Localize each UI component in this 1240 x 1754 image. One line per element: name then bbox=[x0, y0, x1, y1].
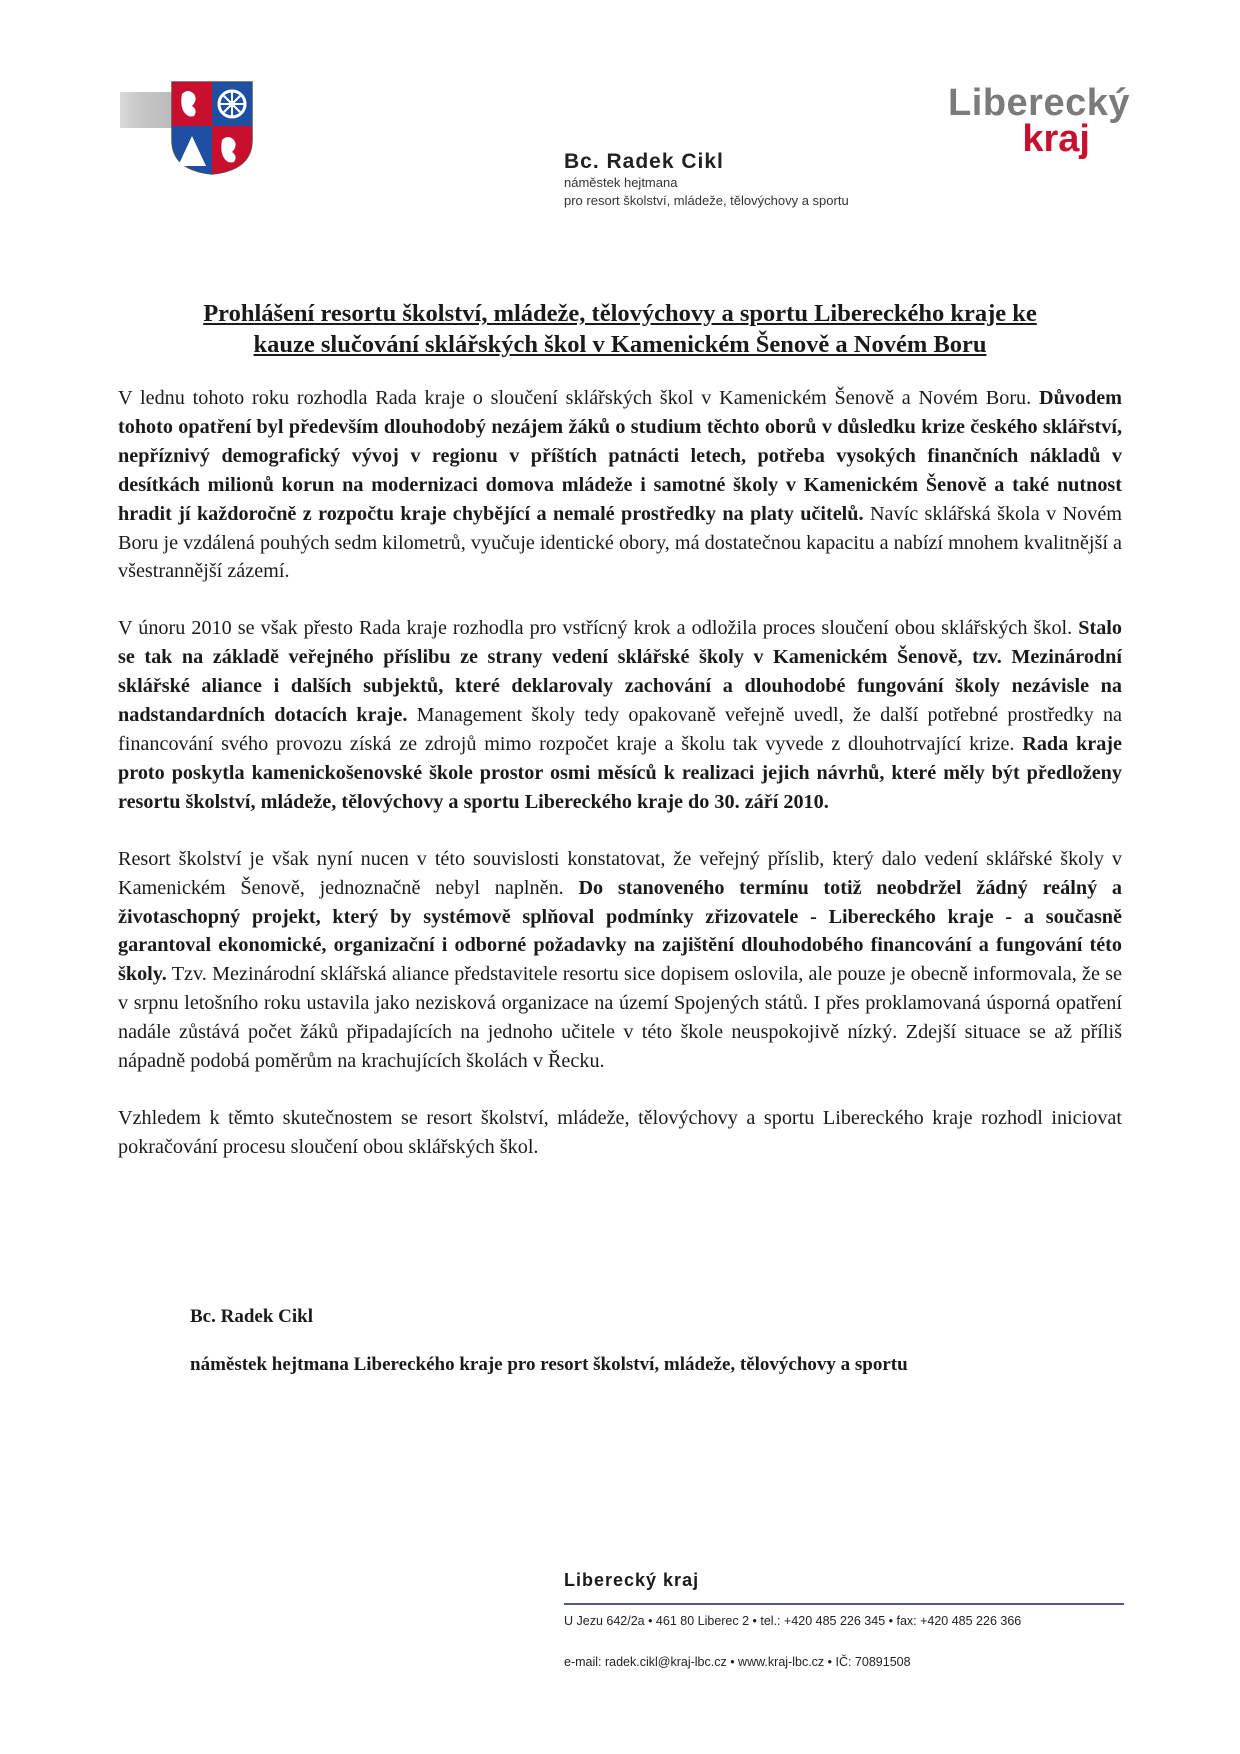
footer-contact: e-mail: radek.cikl@kraj-lbc.cz • www.kraj-lbc.cz • IČ: 70891508 bbox=[564, 1655, 911, 1669]
title-line-2: kauze slučování sklářských škol v Kamenickém Šenově a Novém Boru bbox=[253, 331, 987, 358]
liberecky-kraj-logo bbox=[944, 82, 1130, 160]
p3-bold-1: Do stanoveného termínu totiž neobdržel žádný reálný a životaschopný projekt, který by systémově splňoval podmínky zřizovatele - Libereckého kraje - a současně garantoval ekonomické, organizační i odborné požadavky na zajištění dlouhodobého financování a fungování této školy. bbox=[118, 876, 1122, 986]
document-body bbox=[118, 384, 1122, 1190]
title-line-1: Prohlášení resortu školství, mládeže, tělovýchovy a sportu Libereckého kraje ke bbox=[203, 300, 1037, 327]
footer-address: U Jezu 642/2a • 461 80 Liberec 2 • tel.: +420 485 226 345 • fax: +420 485 226 366 bbox=[564, 1614, 1022, 1628]
logo-line-2: kraj bbox=[1022, 118, 1090, 160]
paragraph-4: Vzhledem k těmto skutečnostem se resort školství, mládeže, tělovýchovy a sportu Libereckého kraje rozhodl iniciovat pokračování procesu sloučení obou sklářských škol. bbox=[118, 1106, 1122, 1158]
p1-text-2: Navíc sklářská škola v Novém Boru je vzdálená pouhých sedm kilometrů, vyučuje identické obory, má dostatečnou kapacitu a nabízí mnohem kvalitnější a všestrannější zázemí. bbox=[118, 502, 1122, 583]
sender-role: náměstek hejtmana bbox=[564, 175, 678, 190]
p1-bold-1: Důvodem tohoto opatření byl především dlouhodobý nezájem žáků o studium těchto oborů v důsledku krize českého sklářství, nepříznivý demografický vývoj v regionu v příštích patnácti letech, potřeba vysokých finančních nákladů v desítkách milionů korun na modernizaci domova mládeže i samotné školy v Kamenickém Šenově a také nutnost hradit jí každoročně z rozpočtu kraje chybějící a nemalé prostředky na platy učitelů. bbox=[118, 387, 1122, 525]
signature-role: náměstek hejtmana Libereckého kraje pro resort školství, mládeže, tělovýchovy a sportu bbox=[190, 1354, 908, 1375]
p2-bold-2: Rada kraje proto poskytla kamenickošenovské škole prostor osmi měsíců k realizaci jejich návrhů, které měly být předloženy resortu školství, mládeže, tělovýchovy a sportu Libereckého kraje do 30. září 2010. bbox=[118, 732, 1122, 813]
paragraph-1 bbox=[118, 384, 1122, 586]
sender-name: Bc. Radek Cikl bbox=[564, 150, 724, 173]
sender-block bbox=[564, 150, 849, 210]
document-title bbox=[100, 298, 1140, 360]
p3-text-1: Resort školství je však nyní nucen v této souvislosti konstatovat, že veřejný příslib, který dalo vedení sklářské školy v Kamenickém Šenově, jednoznačně nebyl naplněn. bbox=[118, 847, 1122, 899]
p2-bold-1: Stalo se tak na základě veřejného příslibu ze strany vedení sklářské školy v Kamenickém Šenově, tzv. Mezinárodní sklářské aliance i dalších subjektů, které deklarovaly zachování a dlouhodobé fungování školy nezávisle na nadstandardních dotacích kraje. bbox=[118, 617, 1122, 727]
p3-text-2: Tzv. Mezinárodní sklářská aliance představitele resortu sice dopisem oslovila, ale pouze je obecně informovala, že se v srpnu letošního roku ustavila jako nezisková organizace na území Spojených států. I přes proklamovaná úsporná opatření nadále zůstává počet žáků připadajících na jednoho učitele v této škole neuspokojivě nízký. Zdejší situace se až příliš nápadně podobá poměrům na krachujících školách v Řecku. bbox=[118, 963, 1122, 1073]
p1-text-1: V lednu tohoto roku rozhodla Rada kraje o sloučení sklářských škol v Kamenickém Šenově a Novém Boru. bbox=[118, 387, 1039, 409]
footer-organization: Liberecký kraj bbox=[564, 1570, 700, 1590]
sender-department: pro resort školství, mládeže, tělovýchovy a sportu bbox=[564, 193, 849, 208]
p2-text-1: V únoru 2010 se však přesto Rada kraje rozhodla pro vstřícný krok a odložila proces sloučení obou sklářských škol. bbox=[118, 617, 1079, 640]
paragraph-2 bbox=[118, 614, 1122, 816]
signature-name: Bc. Radek Cikl bbox=[190, 1306, 313, 1327]
logo-line-1: Liberecký bbox=[948, 82, 1130, 124]
footer-divider bbox=[564, 1603, 1124, 1605]
p2-text-2: Management školy tedy opakovaně veřejně uvedl, že další potřebné prostředky na financování svého provozu získá ze zdrojů mimo rozpočet kraje a školu tak vyvede z dlouhotrvající krize. bbox=[118, 704, 1122, 755]
coat-of-arms-icon bbox=[170, 80, 254, 176]
paragraph-3 bbox=[118, 845, 1122, 1076]
